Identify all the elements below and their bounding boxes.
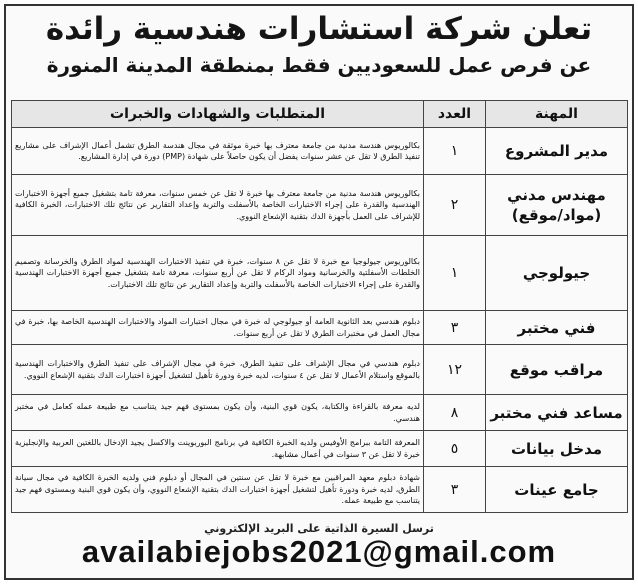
- contact-email: availabiejobs2021@gmail.com: [81, 534, 557, 569]
- job-requirements: لديه معرفة بالقراءة والكتابة، يكون قوي البنية، وأن يكون بمستوى فهم جيد يتناسب مع طبيعة عمله كعامل في مختبر هندسي.: [12, 395, 424, 431]
- table-row: [12, 431, 628, 467]
- job-title: مهندس مدني (مواد/موقع): [486, 175, 628, 236]
- job-count: ١: [424, 236, 486, 311]
- job-count: ٢: [424, 175, 486, 236]
- job-count: ٣: [424, 311, 486, 345]
- job-title: مساعد فني مختبر: [486, 395, 628, 431]
- job-title: مراقب موقع: [486, 345, 628, 395]
- jobs-table: [11, 100, 628, 513]
- job-title: جامع عينات: [486, 467, 628, 513]
- table-row: [12, 236, 628, 311]
- job-requirements: بكالوريوس هندسة مدنية من جامعة معترف بها خبرة موثقة في مجال هندسة الطرق تشمل أعمال الإشراف على مشاريع تنفيذ الطرق لا تقل عن عشر سنوات يفضل أن يكون حاصلاً على شهادة (PMP) دورة في إدارة المشاريع.: [12, 128, 424, 175]
- table-row: [12, 395, 628, 431]
- job-title: مدير المشروع: [486, 128, 628, 175]
- table-row: [12, 467, 628, 513]
- job-count: ٥: [424, 431, 486, 467]
- job-count: ١: [424, 128, 486, 175]
- job-count: ١٢: [424, 345, 486, 395]
- header-count: العدد: [424, 101, 486, 128]
- job-count: ٨: [424, 395, 486, 431]
- header-job: المهنة: [486, 101, 628, 128]
- table-row: [12, 175, 628, 236]
- job-count: ٣: [424, 467, 486, 513]
- job-advertisement: [4, 4, 634, 580]
- job-requirements: بكالوريوس هندسة مدنية من جامعة معترف بها خبرة لا تقل عن خمس سنوات، معرفة تامة بتشغيل جميع أجهزة الاختبارات الهندسية والقدرة على إجراء الاختبارات الخاصة بالأسفلت والتربة وإعداد التقارير عن نتائج تلك الاختبارات، الخبرة الكافية للإشراف على العمل بأجهزة الدك بتقنية الإشعاع النووي.: [12, 175, 424, 236]
- table-header-row: [12, 101, 628, 128]
- table-row: [12, 311, 628, 345]
- table-row: [12, 128, 628, 175]
- ad-title: تعلن شركة استشارات هندسية رائدة: [45, 11, 593, 47]
- header-requirements: المتطلبات والشهادات والخبرات: [12, 101, 424, 128]
- job-title: جيولوجي: [486, 236, 628, 311]
- table-row: [12, 345, 628, 395]
- email-instruction: ترسل السيرة الذاتية على البريد الإلكتروني: [204, 522, 434, 535]
- job-title: فني مختبر: [486, 311, 628, 345]
- ad-subtitle: عن فرص عمل للسعوديين فقط بمنطقة المدينة المنورة: [46, 53, 592, 77]
- job-requirements: المعرفة التامة ببرامج الأوفيس ولديه الخبرة الكافية في برنامج البوربوينت والاكسل يجيد الإدخال باللغتين العربية والإنجليزية خبرة لا تقل عن ٣ سنوات في أعمال مشابهة.: [12, 431, 424, 467]
- job-requirements: دبلوم هندسي بعد الثانوية العامة أو جيولوجي له خبرة في مجال اختبارات المواد والاختبارات الهندسية الخاصة بها، خبرة في مجال العمل في مختبرات الطرق لا تقل عن أربع سنوات.: [12, 311, 424, 345]
- job-requirements: بكالوريوس جيولوجيا مع خبرة لا تقل عن ٨ سنوات، خبرة في تنفيذ الاختبارات الهندسية لمواد الطرق والخرسانة وتصميم الخلطات الأسفلتية والخرسانية ومواد الركام لا تقل عن أربع سنوات، معرفة تامة بتشغيل جميع أجهزة الاختبارات الهندسية والقدرة على إجراء الاختبارات الخاصة بالأسفلت والتربة وإعداد التقارير عن نتائج تلك الاختبارات.: [12, 236, 424, 311]
- job-title: مدخل بيانات: [486, 431, 628, 467]
- job-requirements: دبلوم هندسي في مجال الإشراف على تنفيذ الطرق، خبرة في مجال الإشراف على تنفيذ الطرق والاختبارات الهندسية بالموقع واستلام الأعمال لا تقل عن ٤ سنوات، لديه خبرة ودورة تأهيل لتشغيل أجهزة اختبارات الدك بتقنية الإشعاع النووي.: [12, 345, 424, 395]
- job-requirements: شهادة دبلوم معهد المراقبين مع خبرة لا تقل عن سنتين في المجال أو دبلوم فني ولديه الخبرة الكافية في مجال سيانة الطرق، لديه خبرة ودورة تأهيل لتشغيل أجهزة اختبارات الدك بتقنية الإشعاع النووي، وأن يكون قوي البنية وبمستوى فهم جيد يتناسب مع طبيعة عمله.: [12, 467, 424, 513]
